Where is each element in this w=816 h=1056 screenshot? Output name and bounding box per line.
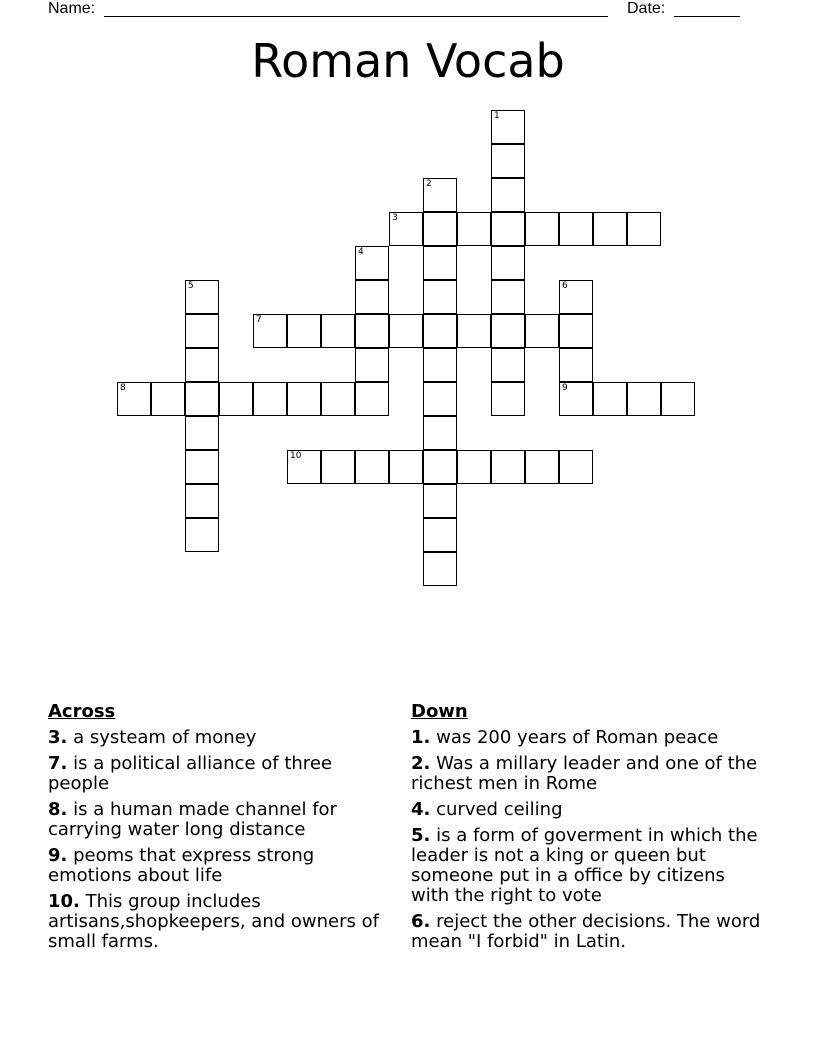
crossword-cell[interactable]	[185, 484, 219, 518]
crossword-cell[interactable]	[423, 178, 457, 212]
crossword-cell[interactable]	[355, 280, 389, 314]
crossword-cell[interactable]	[559, 280, 593, 314]
crossword-cell[interactable]	[525, 212, 559, 246]
crossword-cell[interactable]	[593, 212, 627, 246]
across-clues	[48, 702, 394, 958]
clue-number: 9	[562, 383, 568, 393]
crossword-cell[interactable]	[287, 382, 321, 416]
crossword-cell[interactable]	[253, 314, 287, 348]
crossword-cell[interactable]	[457, 314, 491, 348]
crossword-cell[interactable]	[287, 450, 321, 484]
down-clues	[411, 702, 767, 958]
crossword-cell[interactable]	[423, 314, 457, 348]
crossword-cell[interactable]	[423, 280, 457, 314]
crossword-cell[interactable]	[321, 314, 355, 348]
crossword-cell[interactable]	[491, 178, 525, 212]
crossword-cell[interactable]	[491, 314, 525, 348]
crossword-cell[interactable]	[491, 246, 525, 280]
crossword-cell[interactable]	[423, 416, 457, 450]
crossword-cell[interactable]	[423, 382, 457, 416]
across-clue: 3. a systeam of money	[48, 727, 257, 748]
clue-number: 6	[562, 281, 568, 291]
crossword-cell[interactable]	[491, 382, 525, 416]
crossword-cell[interactable]	[423, 484, 457, 518]
name-label: Name:	[48, 0, 96, 17]
date-label: Date:	[627, 0, 666, 17]
across-clue: 10. This group includes artisans,shopkeepers, and owners of small farms.	[48, 891, 379, 952]
crossword-cell[interactable]	[423, 246, 457, 280]
crossword-cell[interactable]	[185, 348, 219, 382]
crossword-cell[interactable]	[355, 450, 389, 484]
down-clue: 5. is a form of goverment in which the leader is not a king or queen but someone put in a office by citizens with the right to vote	[411, 825, 758, 906]
crossword-cell[interactable]	[627, 212, 661, 246]
crossword-cell[interactable]	[491, 280, 525, 314]
crossword-cell[interactable]	[185, 280, 219, 314]
crossword-cell[interactable]	[491, 348, 525, 382]
crossword-cell[interactable]	[661, 382, 695, 416]
crossword-cell[interactable]	[457, 212, 491, 246]
crossword-cell[interactable]	[355, 348, 389, 382]
crossword-cell[interactable]	[185, 382, 219, 416]
down-clue: 2. Was a millary leader and one of the richest men in Rome	[411, 753, 758, 794]
down-clue: 6. reject the other decisions. The word mean "I forbid" in Latin.	[411, 911, 761, 952]
crossword-cell[interactable]	[185, 518, 219, 552]
across-clue: 9. peoms that express strong emotions about life	[48, 845, 315, 886]
crossword-cell[interactable]	[423, 552, 457, 586]
crossword-cell[interactable]	[185, 314, 219, 348]
crossword-cell[interactable]	[355, 382, 389, 416]
crossword-cell[interactable]	[389, 212, 423, 246]
crossword-cell[interactable]	[185, 416, 219, 450]
crossword-cell[interactable]	[423, 348, 457, 382]
crossword-cell[interactable]	[559, 348, 593, 382]
crossword-cell[interactable]	[491, 212, 525, 246]
crossword-cell[interactable]	[491, 144, 525, 178]
crossword-cell[interactable]	[389, 450, 423, 484]
crossword-cell[interactable]	[185, 450, 219, 484]
down-clue: 1. was 200 years of Roman peace	[411, 727, 719, 748]
crossword-cell[interactable]	[321, 382, 355, 416]
down-heading: Down	[411, 701, 468, 722]
across-clue: 8. is a human made channel for carrying water long distance	[48, 799, 337, 840]
across-heading: Across	[48, 701, 116, 722]
crossword-cell[interactable]	[559, 382, 593, 416]
crossword-cell[interactable]	[457, 450, 491, 484]
crossword-cell[interactable]	[287, 314, 321, 348]
crossword-cell[interactable]	[491, 450, 525, 484]
crossword-cell[interactable]	[559, 450, 593, 484]
crossword-cell[interactable]	[525, 450, 559, 484]
crossword-cell[interactable]	[423, 518, 457, 552]
crossword-cell[interactable]	[117, 382, 151, 416]
crossword-cell[interactable]	[389, 314, 423, 348]
crossword-cell[interactable]	[491, 110, 525, 144]
crossword-cell[interactable]	[423, 212, 457, 246]
crossword-cell[interactable]	[559, 212, 593, 246]
down-clue: 4. curved ceiling	[411, 799, 563, 820]
crossword-cell[interactable]	[627, 382, 661, 416]
clue-number: 1	[494, 111, 500, 121]
crossword-cell[interactable]	[253, 382, 287, 416]
clue-number: 7	[256, 315, 262, 325]
crossword-cell[interactable]	[321, 450, 355, 484]
crossword-cell[interactable]	[355, 246, 389, 280]
crossword-cell[interactable]	[423, 450, 457, 484]
clue-number: 8	[120, 383, 126, 393]
across-clue: 7. is a political alliance of three people	[48, 753, 332, 794]
crossword-cell[interactable]	[219, 382, 253, 416]
crossword-cell[interactable]	[559, 314, 593, 348]
clue-number: 5	[188, 281, 194, 291]
crossword-cell[interactable]	[525, 314, 559, 348]
clue-number: 4	[358, 247, 364, 257]
clue-number: 2	[426, 179, 432, 189]
crossword-cell[interactable]	[593, 382, 627, 416]
clue-number: 10	[290, 451, 302, 461]
clue-number: 3	[392, 213, 398, 223]
crossword-cell[interactable]	[355, 314, 389, 348]
crossword-cell[interactable]	[151, 382, 185, 416]
page-title: Roman Vocab	[251, 34, 565, 88]
